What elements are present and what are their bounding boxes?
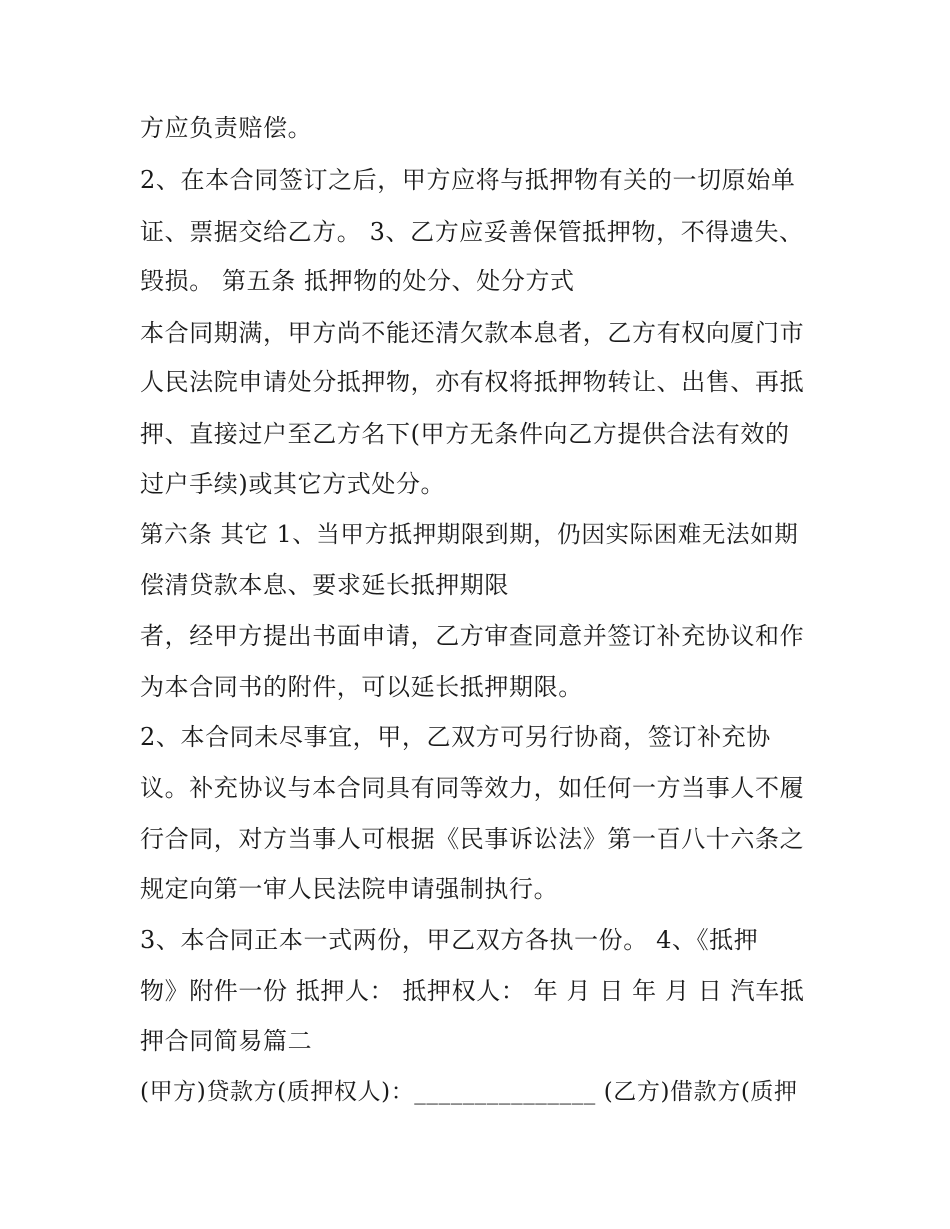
text-line: 议。补充协议与本合同具有同等效力，如任何一方当事人不履 xyxy=(140,774,805,802)
text-line: 第六条 其它 1、当甲方抵押期限到期，仍因实际困难无法如期 xyxy=(140,520,799,548)
text-line: 方应负责赔偿。 xyxy=(140,114,313,142)
text-line: 2、在本合同签订之后，甲方应将与抵押物有关的一切原始单 xyxy=(140,166,796,194)
text-line: 者，经甲方提出书面申请，乙方审查同意并签订补充协议和作 xyxy=(140,622,805,650)
text-line: (甲方)贷款方(质押权人)：_______________ (乙方)借款方(质押 xyxy=(140,1079,798,1105)
text-line: 毁损。 第五条 抵押物的处分、处分方式 xyxy=(140,267,575,295)
text-line: 2、本合同未尽事宜，甲，乙双方可另行协商，签订补充协 xyxy=(140,723,771,751)
text-line: 物》附件一份 抵押人： 抵押权人： 年 月 日 年 月 日 汽车抵 xyxy=(140,977,805,1005)
text-line: 规定向第一审人民法院申请强制执行。 xyxy=(140,875,559,903)
text-line: 过户手续)或其它方式处分。 xyxy=(140,470,446,498)
text-line: 人民法院申请处分抵押物，亦有权将抵押物转让、出售、再抵 xyxy=(140,368,805,396)
text-line: 本合同期满，甲方尚不能还清欠款本息者，乙方有权向厦门市 xyxy=(140,319,805,347)
text-line: 行合同，对方当事人可根据《民事诉讼法》第一百八十六条之 xyxy=(140,825,805,853)
text-line: 押、直接过户至乙方名下(甲方无条件向乙方提供合法有效的 xyxy=(140,420,790,448)
text-line: 3、本合同正本一式两份，甲乙双方各执一份。 4、《抵押 xyxy=(140,926,759,954)
text-line: 押合同简易篇二 xyxy=(140,1027,313,1055)
text-line: 为本合同书的附件，可以延长抵押期限。 xyxy=(140,673,583,701)
text-line: 证、票据交给乙方。 3、乙方应妥善保管抵押物，不得遗失、 xyxy=(140,218,804,246)
text-line: 偿清贷款本息、要求延长抵押期限 xyxy=(140,571,509,599)
